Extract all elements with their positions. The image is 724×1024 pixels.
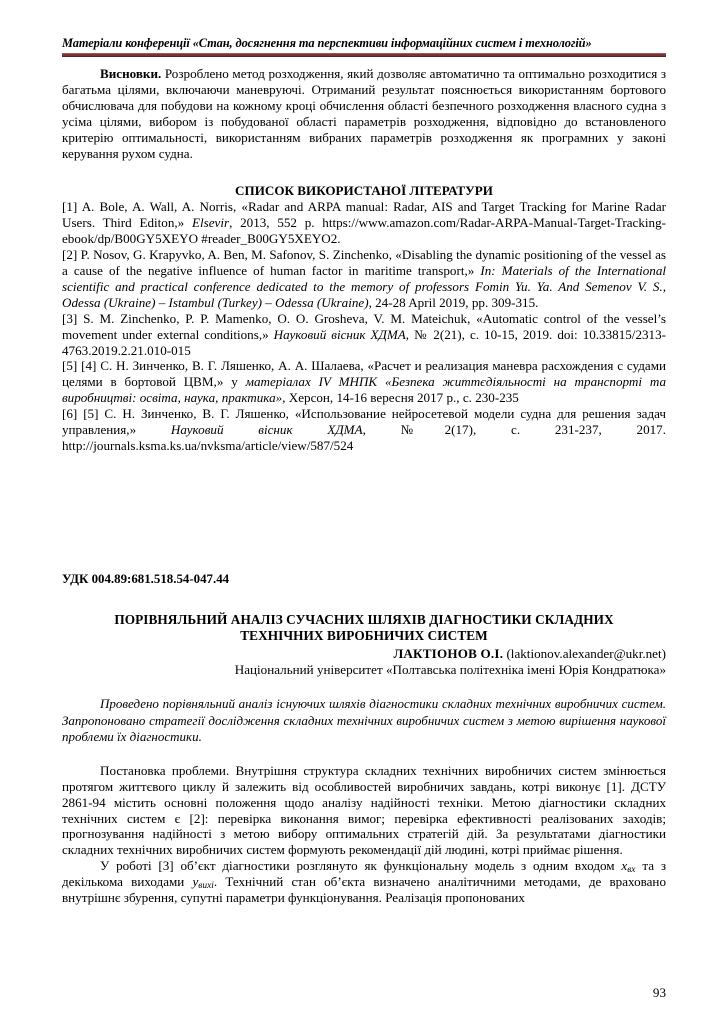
math-variable-input-base: x [621, 858, 628, 874]
conclusions-label: Висновки. [100, 66, 162, 82]
reference-item [62, 358, 666, 406]
article-body [62, 763, 666, 906]
model-text-part-1: У роботі [3] об’єкт діагностики розглянуто як функціональну модель з одним входом [100, 858, 622, 874]
reference-text-before: S. M. Zinchenko, P. P. Mamenko, O. O. Grosheva, V. M. Mateichuk, «Automatic control of the vessel’s movement under external conditions,» [62, 310, 666, 342]
reference-item [62, 406, 666, 454]
reference-marker: [2] [62, 247, 78, 263]
problem-statement-label: Постановка проблеми. [100, 762, 230, 778]
reference-text-after: , Херсон, 14-16 вересня 2017 р., с. 230-235 [282, 390, 519, 406]
running-header-title: Матеріали конференції «Стан, досягнення та перспективи інформаційних систем і технологій» [62, 36, 592, 50]
body-paragraph-model [62, 858, 666, 906]
reference-text-after: , №2(17), с. 231-237, 2017. http://journals.ksma.ks.ua/nvksma/article/view/587/524 [62, 422, 666, 453]
article-abstract: Проведено порівняльний аналіз існуючих шляхів діагностики складних технічних виробничих систем. Запропоновано стратегії дослідження складних технічних виробничих систем з метою вирішення наукової проблеми їх діагностики. [62, 696, 666, 744]
reference-source-italic: матеріалах IV МНПК «Безпека життєдіяльності на транспорті та виробництві: освіта, наука, практика» [62, 374, 666, 406]
reference-source-italic: Науковий вісник ХДМА [273, 326, 406, 342]
reference-text-after: , № 2(21), с. 10-15, 2019. doi: 10.33815/2313-4763.2019.2.21.010-015 [62, 326, 666, 358]
author-name: ЛАКТІОНОВ О.І. [393, 645, 504, 661]
body-paragraph-problem-statement [62, 763, 666, 858]
model-text-part-2: та з декількома виходами [62, 858, 666, 890]
model-text-part-3: . Технічний стан об’єкта визначено аналітичними методами, де враховано внутрішнє збурення, супутні параметри функціонування. Реалізація пропонованих [62, 874, 666, 906]
conclusions-paragraph [62, 66, 666, 161]
author-affiliation: Національний університет «Полтавська політехніка імені Юрія Кондратюка» [234, 661, 666, 677]
article-title-line-1: ПОРІВНЯЛЬНИЙ АНАЛІЗ СУЧАСНИХ ШЛЯХІВ ДІАГНОСТИКИ СКЛАДНИХ [114, 612, 614, 628]
article-title-line-2: ТЕХНІЧНИХ ВИРОБНИЧИХ СИСТЕМ [240, 628, 488, 644]
math-variable-input [621, 858, 636, 876]
reference-text-after: , 24-28 April 2019, pp. 309-315. [368, 294, 539, 310]
reference-item [62, 311, 666, 359]
reference-item [62, 199, 666, 247]
reference-marker: [5] [4] [62, 358, 97, 374]
header-divider-rule [62, 53, 666, 57]
article-author-line [62, 646, 666, 662]
reference-text-before: С. Н. Зинченко, В. Г. Ляшенко, «Использование нейросетевой модели судна для решения задач управления,» [62, 406, 666, 438]
reference-text-after: , 2013, 552 p. https://www.amazon.com/Radar-ARPA-Manual-Target-Tracking-ebook/dp/B00GY5XEYO #reader_B00GY5XEYO2. [62, 215, 666, 247]
page-content-column [62, 0, 666, 906]
reference-text-before: P. Nosov, G. Krapyvko, A. Ben, M. Safonov, S. Zinchenko, «Disabling the dynamic positioning of the vessel as a cause of the negative influence of human factor in maritime transport,» [62, 247, 666, 279]
reference-marker: [6] [5] [62, 406, 99, 422]
author-email[interactable]: (laktionov.alexander@ukr.net) [503, 645, 666, 661]
reference-source-italic: In: Materials of the International scientific and practical conference dedicated to the memory of professors Fomin Yu. Ya. And Semenov V. S., Odessa (Ukraine) – Istambul (Turkey) – Odessa (Ukraine) [62, 263, 667, 310]
reference-marker: [1] [62, 199, 78, 215]
problem-statement-text: Внутрішня структура складних технічних виробничих систем змінюється протягом життєвого циклу й залежить від особливостей виробничих завдань, котрі виконує [1]. ДСТУ 2861-94 містить основні положення щодо аналізу надійності техніки. Метою діагностики складних технічних систем є [2]: перевірка виконання вимог; перевірка ефективності реалізованих заходів; прогнозування надійності з метою вибору оптимальних стратегій дій. За результатами діагностики складних технічних виробничих систем формують рекомендації дій людині, котрі приймає рішення. [62, 762, 666, 858]
udk-code: УДК 004.89:681.518.54-047.44 [62, 571, 230, 586]
math-variable-output [192, 874, 214, 892]
math-variable-output-subscript: вихі [198, 881, 214, 892]
math-variable-input-subscript: вх [627, 865, 636, 876]
reference-source-italic: Elsevir [191, 215, 230, 231]
math-variable-output-base: y [192, 874, 199, 890]
reference-text-before: A. Bole, A. Wall, A. Norris, «Radar and ARPA manual: Radar, AIS and Target Tracking for Marine Radar Users. Third Editon,» [62, 199, 666, 231]
references-heading: СПИСОК ВИКОРИСТАНОЇ ЛІТЕРАТУРИ [235, 182, 493, 198]
reference-item [62, 247, 666, 311]
article-title [62, 612, 666, 644]
reference-text-before: С. Н. Зинченко, В. Г. Ляшенко, А. А. Шалаева, «Расчет и реализация маневра расхождения с судами целями в бортовой ЦВМ,» у [62, 358, 666, 390]
page-number: 93 [652, 984, 666, 1000]
conclusions-text: Розроблено метод розходження, який дозволяє автоматично та оптимально розходитися з багатьма цілями, включаючи маневруючі. Отриманий результат пояснюється використанням бортового обчислювача для побудови на кожному кроці обчислення області безпечного розходження власного судна з усіма цілями, вибором із побудованої області параметрів розходження, відповідно до встановленого критерію оптимальності, використанням вибраних параметрів розходження як програмних у законі керування рухом судна. [62, 66, 666, 161]
reference-source-italic: Науковий вісник ХДМА [170, 422, 363, 438]
reference-marker: [3] [62, 310, 78, 326]
